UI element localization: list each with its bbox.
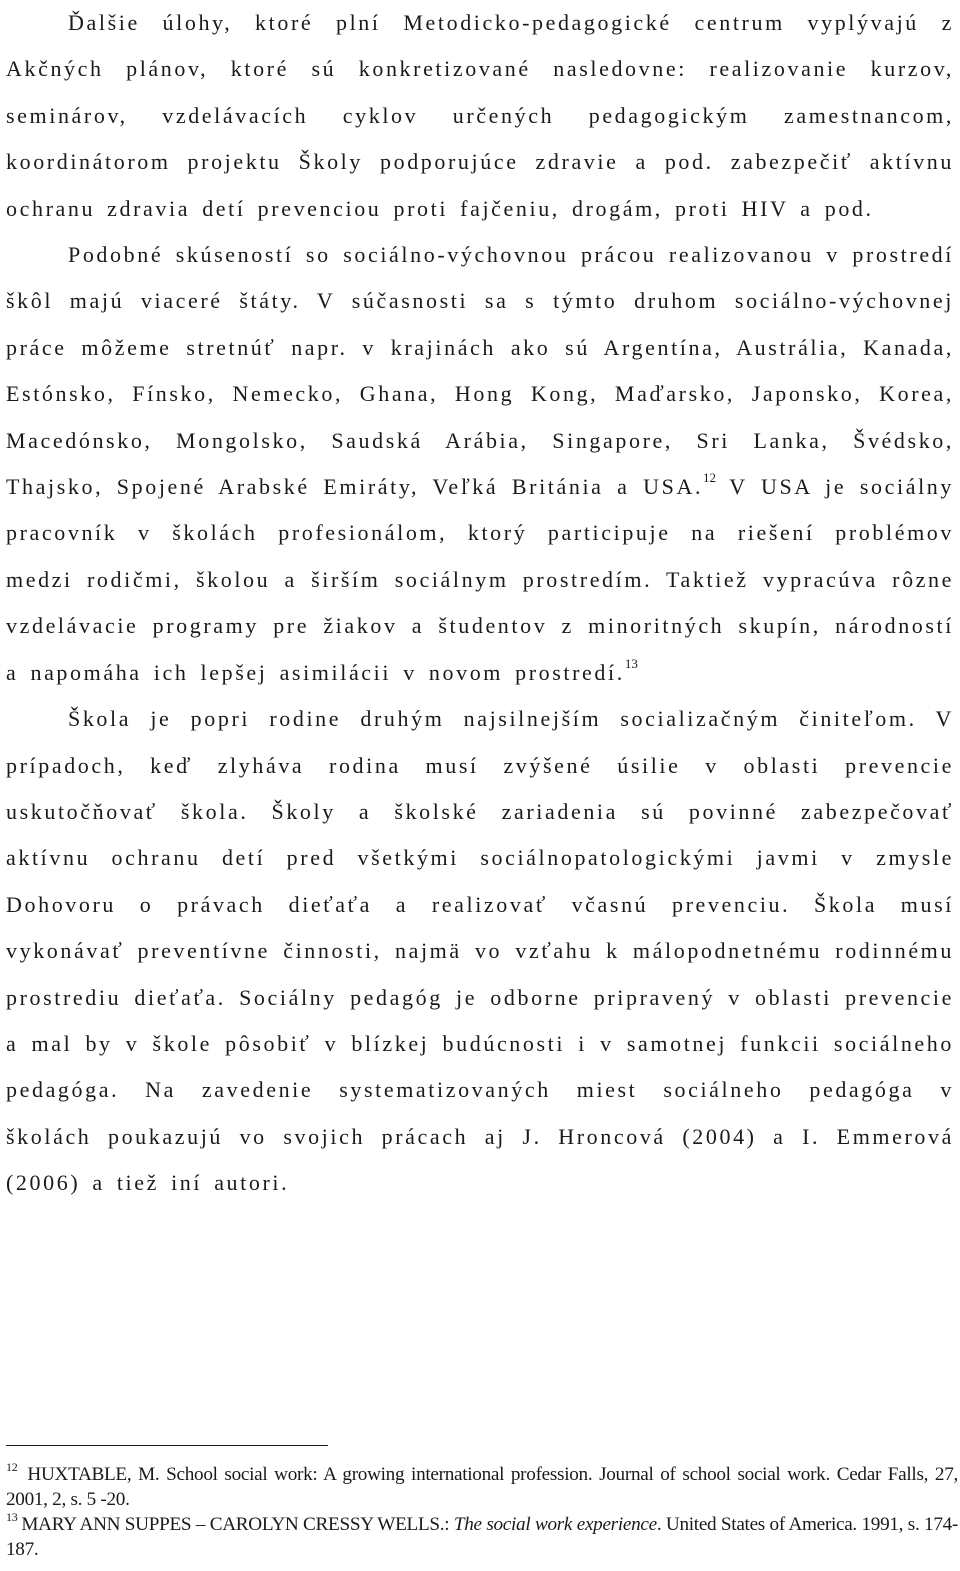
footnote-13 <box>6 1512 958 1562</box>
footnote-ref-12[interactable]: 12 <box>703 470 717 486</box>
footnote-number: 13 <box>6 1510 18 1524</box>
footnote-number: 12 <box>6 1460 18 1474</box>
paragraph-text: Škola je popri rodine druhým najsilnejším socializačným činiteľom. V prípadoch, keď zlyháva rodina musí zvýšené úsilie v oblasti prevencie uskutočňovať škola. Školy a školské zariadenia sú povinné zabezpečovať aktívnu ochranu detí pred všetkými sociálnopatologickými javmi v zmysle Dohovoru o právach dieťaťa a realizovať včasnú prevenciu. Škola musí vykonávať preventívne činnosti, najmä vo vzťahu k málopodnetnému rodinnému prostrediu dieťaťa. Sociálny pedagóg je odborne pripravený v oblasti prevencie a mal by v škole pôsobiť v blízkej budúcnosti i v samotnej funkcii sociálneho pedagóga. Na zavedenie systematizovaných miest sociálneho pedagóga v školách poukazujú vo svojich prácach aj J. Hroncová (2004) a I. Emmerová (2006) a tiež iní autori. <box>6 706 954 1196</box>
paragraph-methodical-center <box>6 0 954 232</box>
footnote-text: MARY ANN SUPPES – CAROLYN CRESSY WELLS.: <box>21 1514 454 1535</box>
footnote-separator <box>6 1445 328 1446</box>
paragraph-text: Ďalšie úlohy, ktoré plní Metodicko-pedagogické centrum vyplývajú z Akčných plánov, ktoré sú konkretizované nasledovne: realizovanie kurzov, seminárov, vzdelávacích cyklov určených pedagogickým zamestnancom, koordinátorom projektu Školy podporujúce zdravie a pod. zabezpečiť aktívnu ochranu zdravia detí prevenciou proti fajčeniu, drogám, proti HIV a pod. <box>6 10 954 221</box>
paragraph-text: Podobné skúseností so sociálno-výchovnou prácou realizovanou v prostredí škôl majú viaceré štáty. V súčasnosti sa s týmto druhom sociálno-výchovnej práce môžeme stretnúť napr. v krajinách ako sú Argentína, Austrália, Kanada, Estónsko, Fínsko, Nemecko, Ghana, Hong Kong, Maďarsko, Japonsko, Korea, Macedónsko, Mongolsko, Saudská Arábia, Singapore, Sri Lanka, Švédsko, Thajsko, Spojené Arabské Emiráty, Veľká Británia a USA. <box>6 242 954 500</box>
footnote-text: HUXTABLE, M. School social work: A growing international profession. Journal of school social work. Cedar Falls, 27, 2001, 2, s. 5 -20. <box>6 1464 958 1510</box>
paragraph-school-socialization <box>6 696 954 1206</box>
body-text <box>6 0 954 1207</box>
footnote-12 <box>6 1462 958 1512</box>
paragraph-international-experience <box>6 232 954 696</box>
footnote-text: . United States of America. 1991, s. 174-187. <box>6 1514 958 1560</box>
footnote-book-title: The social work experience <box>453 1514 657 1535</box>
paragraph-text: V USA je sociálny pracovník v školách profesionálom, ktorý participuje na riešení problémov medzi rodičmi, školou a širším sociálnym prostredím. Taktiež vypracúva rôzne vzdelávacie programy pre žiakov a študentov z minoritných skupín, národností a napomáha ich lepšej asimilácii v novom prostredí. <box>6 474 954 685</box>
footnote-ref-13[interactable]: 13 <box>624 655 638 671</box>
document-page <box>6 0 958 1560</box>
footnotes <box>6 1462 958 1562</box>
